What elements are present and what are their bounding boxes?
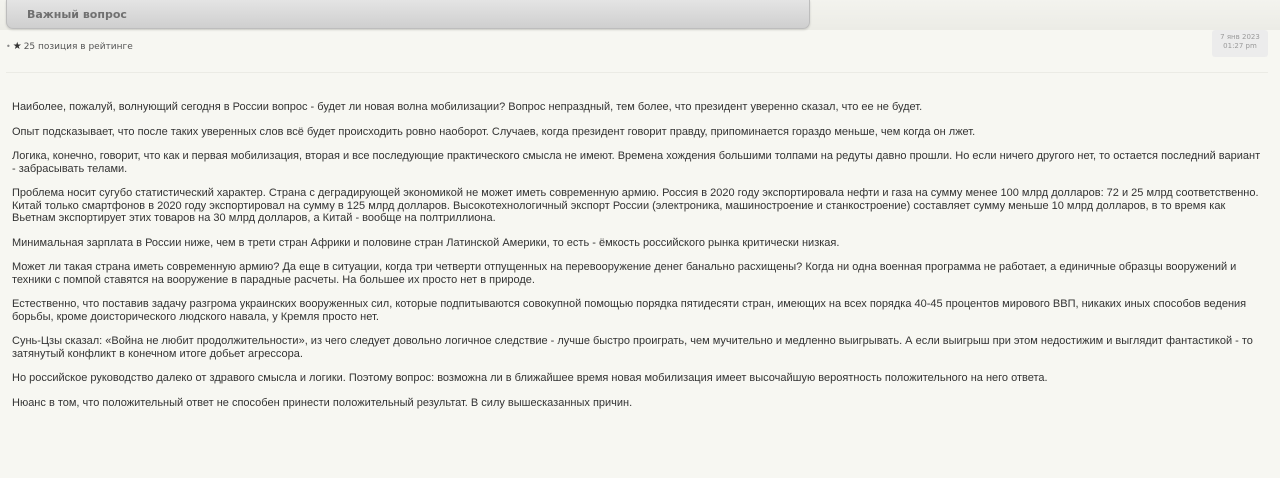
rating-text[interactable]: 25 позиция в рейтинге	[23, 41, 133, 52]
post-date	[1212, 30, 1268, 57]
post-paragraph: Опыт подсказывает, что после таких уверенных слов всё будет происходить ровно наоборот. Случаев, когда президент говорит правду, припоминается гораздо меньше, чем когда он лжет.	[12, 125, 976, 138]
bullet-icon: •	[6, 42, 11, 51]
post-title[interactable]: Важный вопрос	[27, 8, 127, 21]
post-paragraph: Естественно, что поставив задачу разгрома украинских вооруженных сил, которые подпитываются совокупной помощью порядка пятидесяти стран, имеющих на всех порядка 40-45 процентов мирового ВВП, никаких иных способов ведения борьбы, кроме доисторического людского навала, у Кремля просто нет.	[12, 298, 1247, 323]
post-body	[12, 101, 1264, 409]
post-paragraph: Наиболее, пожалуй, волнующий сегодня в России вопрос - будет ли новая волна мобилизации? Вопрос непраздный, тем более, что президент уверенно сказал, что ее не будет.	[12, 101, 923, 113]
rating-info	[6, 41, 133, 52]
divider	[6, 72, 1268, 73]
star-icon: ★	[12, 41, 22, 52]
post-paragraph: Минимальная зарплата в России ниже, чем в трети стран Африки и половине стран Латинской Америки, то есть - ёмкость российского рынка критически низкая.	[12, 236, 840, 249]
post-paragraph: Проблема носит сугубо статистический характер. Страна с деградирующей экономикой не может иметь современную армию. Россия в 2020 году экспортировала нефти и газа на сумму менее 100 млрд долларов: 72 и 25 млрд соответственно. Китай только смартфонов в 2020 году экспортировал на сумму в 125 млрд долларов. Высокотехнологичный экспорт России (электроника, машиностроение и станкостроение) составляет сумму меньше 10 млрд долларов, в то время как Вьетнам экспортирует этих товаров на 30 млрд долларов, а Китай - вообще на полтриллиона.	[12, 187, 1259, 224]
post-paragraph: Нюанс в том, что положительный ответ не способен принести положительный результат. В силу вышесказанных причин.	[12, 396, 633, 409]
post-paragraph: Может ли такая страна иметь современную армию? Да еще в ситуации, когда три четверти отпущенных на перевооружение денег банально расхищены? Когда ни одна военная программа не работает, а единичные образцы вооружений и техники с помпой ставятся на вооружение в парадные расчеты. На большее их просто нет в природе.	[12, 261, 1237, 286]
post-paragraph: Но российское руководство далеко от здравого смысла и логики. Поэтому вопрос: возможна ли в ближайшее время новая мобилизация имеет высочайшую вероятность положительного на него ответа.	[12, 372, 1048, 384]
post-date-day: 7 янв 2023	[1220, 33, 1260, 41]
post-paragraph: Логика, конечно, говорит, что как и первая мобилизация, вторая и все последующие практического смысла не имеют. Времена хождения большими толпами на редуты давно прошли. Но если ничего другого нет, то остается последний вариант - забрасывать телами.	[12, 150, 1261, 175]
post-title-bar	[6, 0, 810, 29]
post-paragraph: Сунь-Цзы сказал: «Война не любит продолжительности», из чего следует довольно логичное следствие - лучше быстро проиграть, чем мучительно и медленно выигрывать. А если выигрыш при этом недостижим и выглядит фантастикой - то затянутый конфликт в конечном итоге добьет агрессора.	[12, 335, 1253, 360]
post-date-time: 01:27 pm	[1223, 42, 1257, 50]
